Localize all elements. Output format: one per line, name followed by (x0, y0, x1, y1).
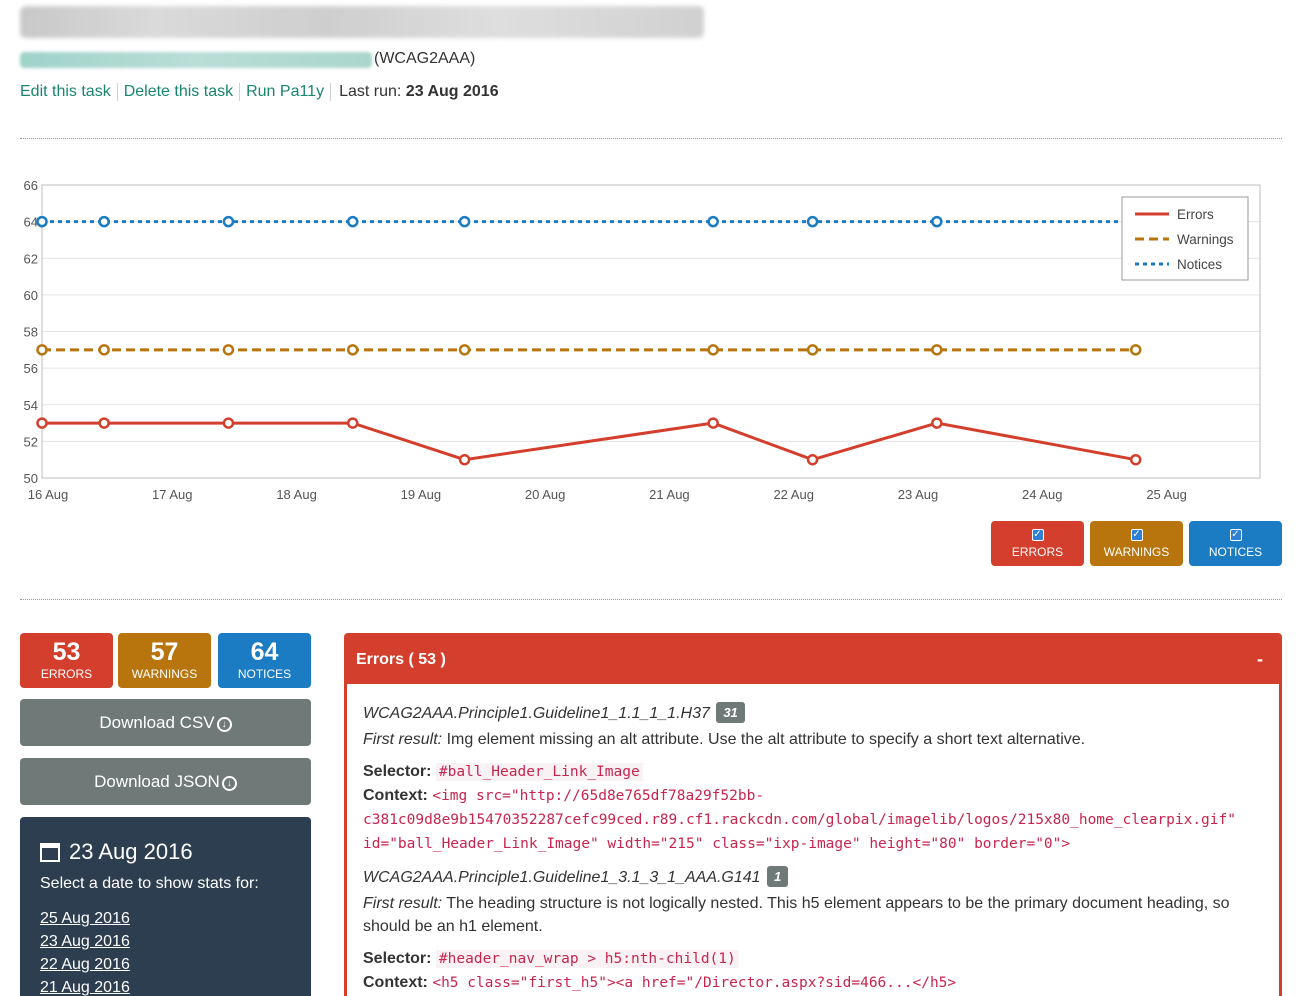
date-link[interactable]: 25 Aug 2016 (40, 910, 130, 927)
errors-panel (344, 633, 1282, 996)
list-item (40, 953, 291, 976)
current-date (40, 839, 291, 865)
data-point-errors (932, 419, 941, 428)
y-tick-label: 54 (23, 397, 38, 413)
download-icon: ↓ (217, 717, 232, 732)
checkbox-checked-icon: ✓ (1033, 529, 1042, 540)
y-tick-label: 56 (23, 361, 38, 377)
data-point-warnings (100, 345, 109, 354)
filter-warnings-button[interactable] (1090, 521, 1183, 566)
data-point-notices (808, 217, 817, 226)
legend-label: Warnings (1177, 232, 1234, 247)
data-point-errors (460, 455, 469, 464)
data-point-errors (348, 419, 357, 428)
data-point-warnings (224, 345, 233, 354)
collapse-toggle[interactable]: - (1257, 649, 1263, 669)
filter-warnings-label: WARNINGS (1103, 545, 1170, 559)
last-run-date: 23 Aug 2016 (405, 83, 499, 100)
data-point-warnings (808, 345, 817, 354)
data-point-warnings (932, 345, 941, 354)
current-date-text: 23 Aug 2016 (69, 839, 193, 864)
issue-count-badge: 31 (716, 702, 744, 723)
notices-count: 64 (250, 638, 279, 666)
legend-label: Notices (1177, 257, 1223, 272)
checkbox-checked-icon: ✓ (1132, 529, 1141, 540)
y-tick-label: 60 (23, 287, 38, 303)
data-point-warnings (38, 345, 47, 354)
issue-count-badge: 1 (767, 866, 788, 887)
issue-list (347, 684, 1279, 995)
context-label: Context: (363, 974, 428, 991)
first-result-label: First result: (363, 895, 443, 912)
selector-value: #ball_Header_Link_Image (436, 763, 643, 781)
legend-label: Errors (1177, 207, 1214, 222)
context-line: c381c09d8e9b15470352287cefc99ced.r89.cf1.rackcdn.com/global/imagelib/logos/215x80_home_clearpix.gif" (363, 812, 1236, 828)
list-item (40, 976, 291, 996)
run-pa11y-link[interactable]: Run Pa11y (240, 83, 331, 101)
warnings-count: 57 (150, 638, 179, 666)
selector-value: #header_nav_wrap > h5:nth-child(1) (436, 950, 739, 968)
last-run-label: Last run: (339, 83, 402, 100)
divider-top (20, 138, 1282, 139)
issue-code: WCAG2AAA.Principle1.Guideline1_3.1_3_1_AAA.G141 (363, 869, 761, 886)
task-standard: (WCAG2AAA) (374, 50, 476, 67)
filter-errors-button[interactable] (991, 521, 1084, 566)
download-json-button[interactable] (20, 758, 311, 805)
issue-code: WCAG2AAA.Principle1.Guideline1_1.1_1_1.H37 (363, 705, 710, 722)
errors-panel-header[interactable] (347, 636, 1279, 684)
data-point-errors (224, 419, 233, 428)
download-icon: ↓ (222, 776, 237, 791)
download-csv-label: Download CSV (99, 713, 215, 732)
results-chart (0, 170, 1300, 510)
y-tick-label: 64 (23, 214, 38, 230)
date-link[interactable]: 22 Aug 2016 (40, 956, 130, 973)
first-result-text: The heading structure is not logically nested. This h5 element appears to be the primary document heading, so should be an h1 element. (363, 895, 1230, 935)
task-actions (20, 83, 499, 101)
context-line: <img src="http://65d8e765df78a29f52bb- (432, 788, 765, 804)
selector-label: Selector: (363, 950, 432, 967)
errors-count: 53 (52, 638, 81, 666)
x-tick-label: 17 Aug (152, 487, 193, 502)
x-tick-label: 24 Aug (1022, 487, 1063, 502)
data-point-errors (38, 419, 47, 428)
x-tick-label: 18 Aug (276, 487, 317, 502)
task-title-redacted (20, 6, 704, 38)
first-result-text: Img element missing an alt attribute. Use the alt attribute to specify a short text alternative. (446, 731, 1086, 748)
y-tick-label: 62 (23, 251, 38, 267)
data-point-notices (709, 217, 718, 226)
task-url-redacted[interactable] (20, 52, 372, 68)
context-line: id="ball_Header_Link_Image" width="215" class="ixp-image" height="80" border="0"> (363, 836, 1071, 852)
download-json-label: Download JSON (94, 772, 220, 791)
delete-task-link[interactable]: Delete this task (118, 83, 240, 101)
errors-count-label: ERRORS (40, 667, 93, 681)
x-tick-label: 23 Aug (897, 487, 939, 502)
list-item (40, 930, 291, 953)
x-tick-label: 20 Aug (524, 487, 566, 502)
edit-task-link[interactable]: Edit this task (20, 83, 118, 101)
errors-count-box[interactable] (20, 633, 113, 688)
notices-count-box[interactable] (218, 633, 311, 688)
date-selector-panel (20, 817, 311, 996)
y-tick-label: 58 (23, 324, 38, 340)
warnings-count-box[interactable] (118, 633, 211, 688)
download-csv-button[interactable] (20, 699, 311, 746)
filter-notices-label: NOTICES (1208, 545, 1263, 559)
data-point-warnings (709, 345, 718, 354)
x-tick-label: 22 Aug (773, 487, 814, 502)
data-point-errors (709, 419, 718, 428)
x-tick-label: 19 Aug (400, 487, 442, 502)
date-link[interactable]: 23 Aug 2016 (40, 933, 130, 950)
x-tick-label: 21 Aug (649, 487, 690, 502)
data-point-warnings (348, 345, 357, 354)
x-tick-label: 25 Aug (1146, 487, 1187, 502)
data-point-warnings (1131, 345, 1140, 354)
warnings-count-label: WARNINGS (131, 667, 198, 681)
data-point-notices (348, 217, 357, 226)
date-select-prompt: Select a date to show stats for: (40, 875, 259, 892)
date-list (40, 907, 291, 996)
data-point-errors (100, 419, 109, 428)
data-point-errors (1131, 455, 1140, 464)
y-tick-label: 66 (23, 178, 38, 193)
data-point-notices (460, 217, 469, 226)
first-result-label: First result: (363, 731, 443, 748)
data-point-errors (808, 455, 817, 464)
filter-notices-button[interactable] (1189, 521, 1282, 566)
filter-errors-label: ERRORS (1011, 545, 1064, 559)
checkbox-checked-icon: ✓ (1231, 529, 1240, 540)
context-label: Context: (363, 787, 428, 804)
issue-item (363, 702, 1263, 856)
selector-label: Selector: (363, 763, 432, 780)
data-point-notices (100, 217, 109, 226)
data-point-notices (38, 217, 47, 226)
last-run (331, 83, 499, 101)
calendar-icon (40, 843, 60, 862)
y-tick-label: 52 (23, 434, 38, 450)
data-point-notices (932, 217, 941, 226)
divider-middle (20, 599, 1282, 600)
data-point-notices (224, 217, 233, 226)
y-tick-label: 50 (23, 471, 38, 486)
x-tick-label: 16 Aug (27, 487, 69, 502)
data-point-warnings (460, 345, 469, 354)
context-line: <h5 class="first_h5"><a href="/Director.aspx?sid=466...</h5> (432, 975, 957, 991)
list-item (40, 907, 291, 930)
notices-count-label: NOTICES (237, 667, 292, 681)
errors-panel-title: Errors ( 53 ) (356, 651, 446, 668)
issue-item (363, 866, 1263, 995)
date-link[interactable]: 21 Aug 2016 (40, 979, 130, 996)
